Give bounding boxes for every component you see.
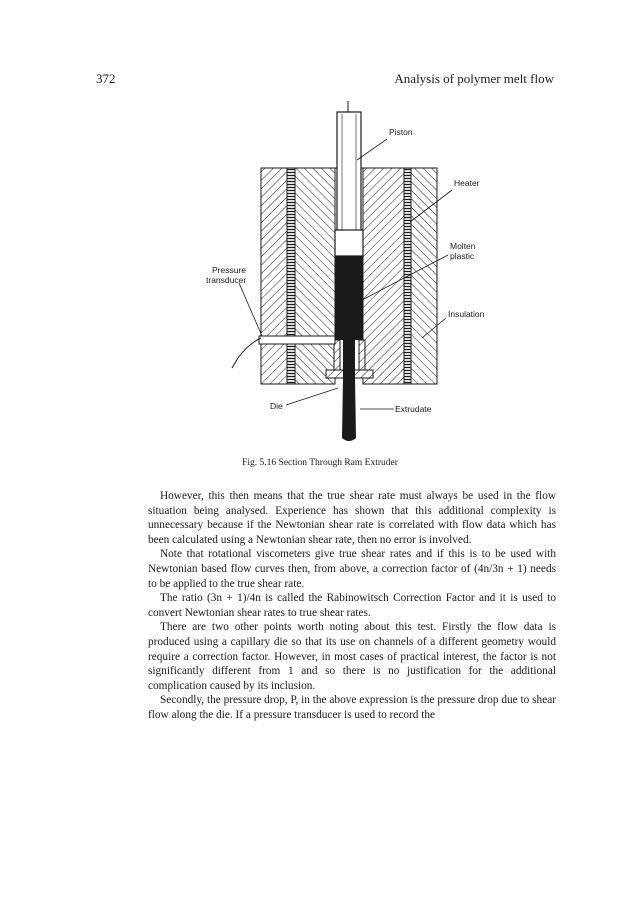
label-molten: Molten xyxy=(450,241,476,251)
running-title: Analysis of polymer melt flow xyxy=(394,71,554,86)
paragraph: Note that rotational viscometers give true shear rates and if this is to be used with Newtonian based flow curves then, from above, a correction factor of (4n/3n + 1) needs to be applied to the true shear rate. xyxy=(148,548,556,590)
barrel-right-wall xyxy=(363,168,437,384)
paragraph: However, this then means that the true shear rate must always be used in the flow situation being analysed. Experience has shown that this additional complexity is unnecessary because if the Newtonian shear rate is correlated with flow data which has been calculated using a Newtonian shear rate, then no error is involved. xyxy=(148,490,556,546)
paragraph: There are two other points worth noting about this test. Firstly the flow data is produced using a capillary die so that its use on channels of a different geometry would require a correction factor. However, in most cases of practical interest, the factor is not significantly different from 1 and so there is no justification for the additional complication caused by its inclusion. xyxy=(148,621,556,692)
label-piston: Piston xyxy=(389,127,413,137)
paragraph: The ratio (3n + 1)/4n is called the Rabinowitsch Correction Factor and it is used to convert Newtonian shear rates to true shear rates. xyxy=(148,592,556,619)
label-plastic: plastic xyxy=(450,251,475,261)
paragraph: Secondly, the pressure drop, P, in the above expression is the pressure drop due to shear flow along the die. If a pressure transducer is used to record the xyxy=(148,694,556,721)
label-pressure: Pressure xyxy=(212,265,247,275)
barrel-left-wall xyxy=(261,168,335,384)
page-number: 372 xyxy=(96,71,116,86)
label-heater: Heater xyxy=(454,178,480,188)
label-die: Die xyxy=(270,401,283,411)
label-insulation: Insulation xyxy=(448,309,485,319)
label-transducer: transducer xyxy=(206,275,247,285)
heater-band-left xyxy=(287,168,295,384)
extrudate xyxy=(342,378,356,441)
label-extrudate: Extrudate xyxy=(395,404,432,414)
molten-plastic xyxy=(335,256,363,340)
piston xyxy=(335,101,363,256)
figure-caption: Fig. 5.16 Section Through Ram Extruder xyxy=(242,458,398,468)
body-text xyxy=(148,489,556,723)
